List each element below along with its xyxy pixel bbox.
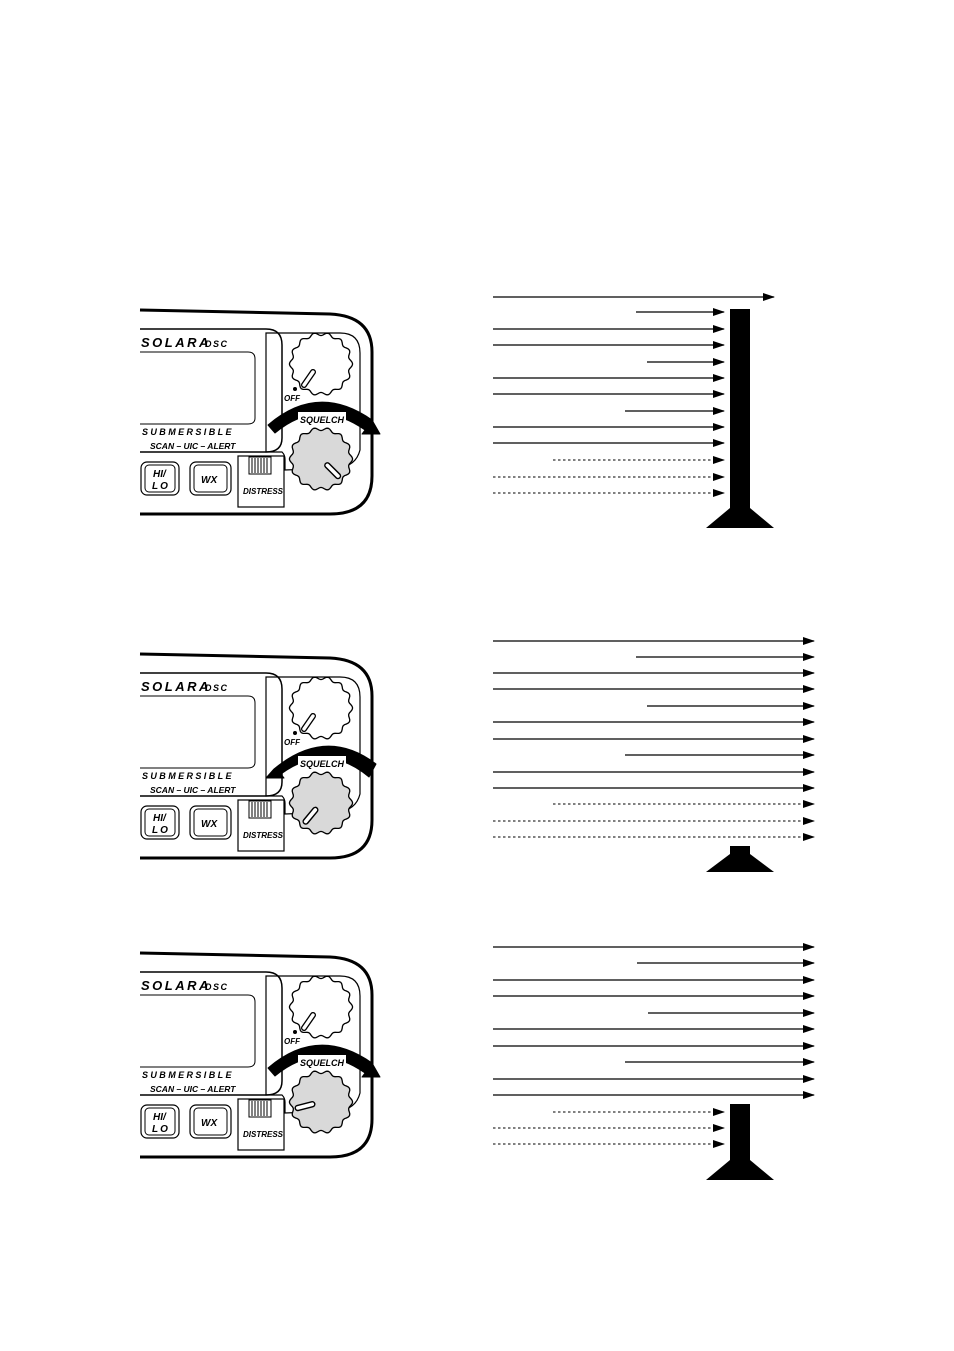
signal-rows (493, 297, 774, 528)
hilo-button-bottom[interactable]: LO (152, 481, 170, 492)
panel-1 (140, 297, 774, 528)
off-label: OFF (284, 738, 300, 747)
wx-button[interactable]: WX (201, 819, 218, 830)
modes-label: SCAN – UIC – ALERT (150, 441, 236, 451)
panel-2 (140, 641, 814, 872)
modes-label: SCAN – UIC – ALERT (150, 1084, 236, 1094)
squelch-barrier (730, 846, 750, 854)
barrier-base (706, 854, 774, 872)
brand-name: SOLARA (141, 679, 211, 694)
distress-button[interactable]: DISTRESS (243, 487, 284, 496)
brand-suffix: DSC (205, 982, 229, 992)
off-label: OFF (284, 394, 300, 403)
submersible-label: SUBMERSIBLE (142, 1070, 234, 1080)
squelch-knob[interactable] (289, 1071, 352, 1133)
submersible-label: SUBMERSIBLE (142, 427, 234, 437)
brand-name: SOLARA (141, 335, 211, 350)
brand-suffix: DSC (205, 339, 229, 349)
hilo-button-top[interactable]: HI/ (153, 1112, 166, 1123)
squelch-barrier (730, 1104, 750, 1160)
hilo-button-top[interactable]: HI/ (153, 469, 166, 480)
barrier-base (706, 508, 774, 528)
volume-knob[interactable] (289, 677, 352, 739)
squelch-label: SQUELCH (300, 415, 345, 425)
barrier-base (706, 1160, 774, 1180)
squelch-label: SQUELCH (300, 1058, 345, 1068)
signal-rows (493, 947, 814, 1180)
squelch-knob[interactable] (289, 428, 352, 490)
submersible-label: SUBMERSIBLE (142, 771, 234, 781)
squelch-knob[interactable] (289, 772, 352, 834)
distress-button[interactable]: DISTRESS (243, 1130, 284, 1139)
brand-suffix: DSC (205, 683, 229, 693)
hilo-button-bottom[interactable]: LO (152, 825, 170, 836)
distress-button[interactable]: DISTRESS (243, 831, 284, 840)
volume-knob[interactable] (289, 333, 352, 395)
brand-name: SOLARA (141, 978, 211, 993)
hilo-button-top[interactable]: HI/ (153, 813, 166, 824)
signal-rows (493, 641, 814, 872)
wx-button[interactable]: WX (201, 475, 218, 486)
panel-3 (140, 947, 814, 1180)
volume-knob[interactable] (289, 976, 352, 1038)
modes-label: SCAN – UIC – ALERT (150, 785, 236, 795)
off-label: OFF (284, 1037, 300, 1046)
squelch-label: SQUELCH (300, 759, 345, 769)
hilo-button-bottom[interactable]: LO (152, 1124, 170, 1135)
squelch-barrier (730, 309, 750, 508)
wx-button[interactable]: WX (201, 1118, 218, 1129)
